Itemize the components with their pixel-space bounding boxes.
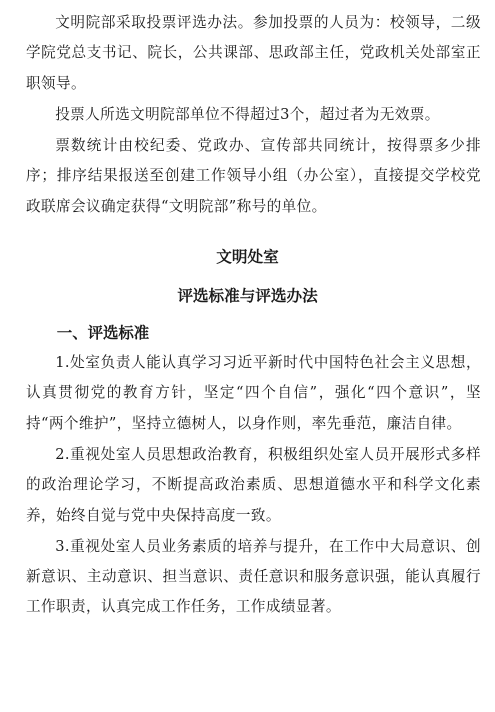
document-subtitle: 评选标准与评选办法 [177,287,318,306]
voting-method-paragraph: 文明院部采取投票评选办法。参加投票的人员为：校领导，二级学院党总支书记、院长，公共课部、思政部主任，党政机关处部室正职领导。 [26,14,481,92]
criterion-item: 2.重视处室人员思想政治教育，积极组织处室人员开展形式多样的政治理论学习，不断提高政治素质、思想道德水平和科学文化素养，始终自觉与党中央保持高度一致。 [26,445,481,524]
criterion-item: 1.处室负责人能认真学习习近平新时代中国特色社会主义思想，认真贯彻党的教育方针，坚定“四个自信”，强化“四个意识”，坚持“两个维护”，坚持立德树人，以身作则，率先垂范，廉洁自律。 [26,354,481,432]
vote-counting-paragraph: 票数统计由校纪委、党政办、宣传部共同统计，按得票多少排序；排序结果报送至创建工作领导小组（办公室），直接提交学校党政联席会议确定获得“文明院部”称号的单位。 [26,137,481,215]
invalid-ballot-paragraph: 投票人所选文明院部单位不得超过3个，超过者为无效票。 [55,105,440,123]
criterion-item: 3.重视处室人员业务素质的培养与提升，在工作中大局意识、创新意识、主动意识、担当意识、责任意识和服务意识强，能认真履行工作职责，认真完成工作任务，工作成绩显著。 [26,537,481,616]
document-title: 文明处室 [216,248,279,267]
section-heading: 一、评选标准 [56,324,150,343]
